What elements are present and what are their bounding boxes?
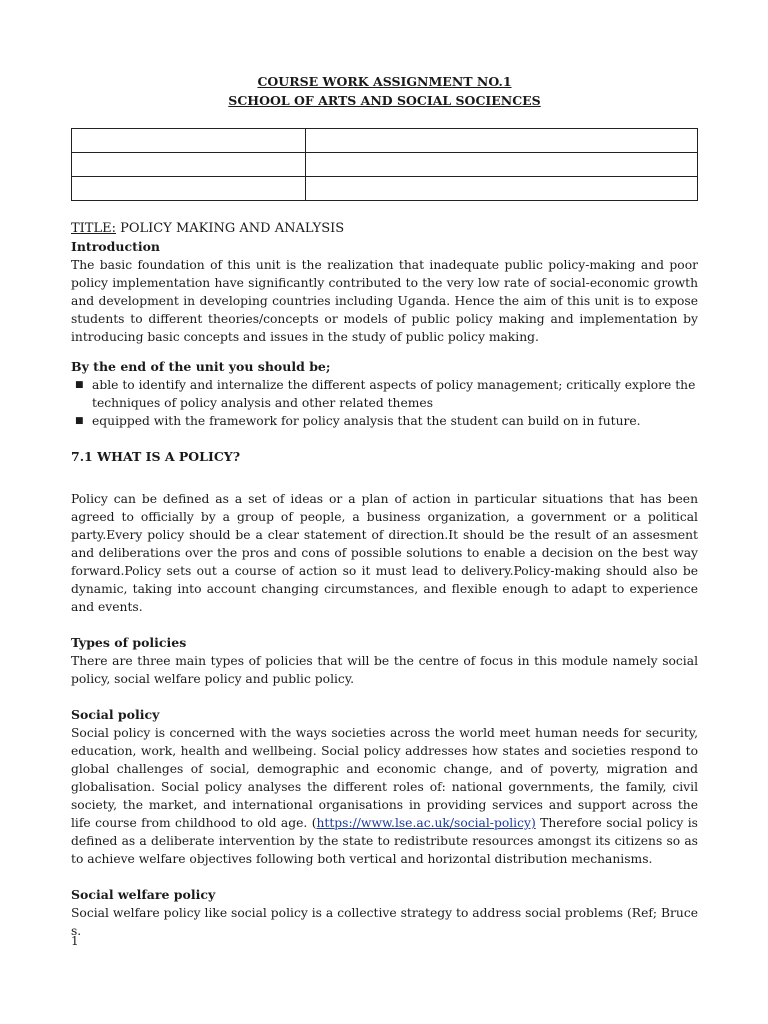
- lse-link[interactable]: https://www.lse.ac.uk/social-policy): [316, 816, 536, 830]
- title-text: POLICY MAKING AND ANALYSIS: [115, 221, 345, 236]
- table-cell: [72, 153, 306, 177]
- table-cell: [72, 177, 306, 201]
- table-row: [72, 153, 698, 177]
- table-cell: [72, 129, 306, 153]
- table-cell: [306, 177, 698, 201]
- assignment-heading-left: COURSE WORK: [257, 74, 374, 89]
- table-row: [72, 177, 698, 201]
- types-paragraph: There are three main types of policies that will be the centre of focus in this module namely social policy, social welfare policy and public policy.: [71, 654, 698, 686]
- types-heading: Types of policies: [71, 635, 187, 650]
- section-71-heading: 7.1 WHAT IS A POLICY?: [71, 449, 241, 464]
- school-heading: SCHOOL OF ARTS AND SOCIAL SOCIENCES: [228, 93, 541, 108]
- table-row: [72, 129, 698, 153]
- introduction-paragraph: The basic foundation of this unit is the realization that inadequate public policy-making and poor policy implementation have significantly contributed to the very low rate of social-economic growth and development in developing countries including Uganda. Hence the aim of this unit is to expose students to different theories/concepts or models of public policy making and implementation by introducing basic concepts and issues in the study of public policy making.: [71, 258, 698, 344]
- social-welfare-heading: Social welfare policy: [71, 887, 216, 902]
- bullet-icon: ■: [75, 416, 84, 426]
- introduction-heading: Introduction: [71, 239, 161, 254]
- assignment-heading: [71, 72, 698, 91]
- title-label: TITLE:: [71, 221, 116, 236]
- assignment-heading-right: ASSIGNMENT NO.1: [373, 74, 512, 89]
- bullet-icon: ■: [75, 380, 84, 390]
- document-title: [71, 220, 698, 238]
- policy-definition-paragraph: Policy can be defined as a set of ideas or a plan of action in particular situations that has been agreed to officially by a group of people, a business organization, a government or a political party.Every policy should be a clear statement of direction.It should be the result of an assesment and deliberations over the pros and cons of possible solutions to enable a decision on the best way forward.Policy sets out a course of action so it must lead to delivery.Policy-making should also be dynamic, taking into account changing circumstances, and flexible enough to adapt to experience and events.: [71, 492, 698, 614]
- social-policy-heading: Social policy: [71, 707, 160, 722]
- coursework-header: [71, 72, 698, 110]
- student-info-table: [71, 128, 698, 201]
- social-policy-paragraph: Social policy is concerned with the ways societies across the world meet human needs for security, education, work, health and wellbeing. Social policy addresses how states and societies respond to global challenges of social, demographic and economic change, and of poverty, migration and globalisation. Social policy analyses the different roles of: national governments, the family, civil society, the market, and international organisations in providing services and support across the life course from childhood to old age. (https://www.lse.ac.uk/social-policy) Therefore social policy is defined as a deliberate intervention by the state to redistribute resources amongst its citizens so as to achieve welfare objectives following both vertical and horizontal distribution mechanisms.: [71, 726, 698, 866]
- list-item: ■ able to identify and internalize the different aspects of policy management; critically explore the techniques of policy analysis and other related themes: [75, 378, 696, 410]
- social-welfare-paragraph: Social welfare policy like social policy is a collective strategy to address social problems (Ref; Bruce s.: [71, 906, 698, 938]
- page-content: [71, 72, 698, 940]
- list-item: ■ equipped with the framework for policy analysis that the student can build on in future.: [75, 414, 641, 428]
- table-cell: [306, 129, 698, 153]
- objectives-heading: By the end of the unit you should be;: [71, 359, 331, 374]
- objectives-list: [71, 376, 698, 430]
- page-number: 1: [71, 934, 79, 948]
- table-cell: [306, 153, 698, 177]
